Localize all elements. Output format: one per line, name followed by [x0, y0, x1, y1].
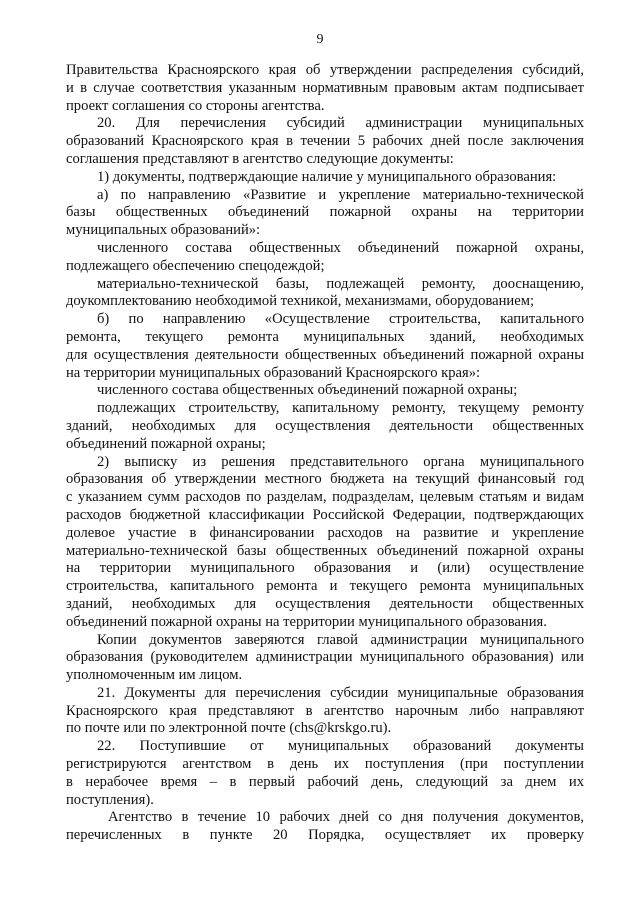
text-line: с указанием сумм расходов по разделам, подразделам, целевым статьям и видам — [66, 489, 584, 506]
text-line: образования об утверждении местного бюджета на текущий финансовый год — [66, 471, 584, 488]
text-line: соглашения представляют в агентство следующие документы: — [66, 150, 454, 167]
text-line: 1) документы, подтверждающие наличие у муниципального образования: — [97, 168, 557, 185]
text-line: на территории муниципального образования и (или) осуществление — [66, 560, 584, 577]
text-line: долевое участие в финансировании расходов на развитие и укрепление — [66, 524, 584, 541]
text-line: Копии документов заверяются главой администрации муниципального — [97, 631, 584, 648]
text-line: ремонта, текущего ремонта муниципальных зданий, необходимых — [66, 328, 584, 345]
text-line: материально-технической базы, подлежащей ремонту, дооснащению, — [97, 275, 584, 292]
text-line: муниципальных образований»: — [66, 222, 261, 239]
text-line: подлежащего обеспечению спецодеждой; — [66, 257, 325, 274]
text-line: доукомплектованию необходимой техникой, механизмами, оборудованием; — [66, 293, 535, 310]
text-line: в нерабочее время – в первый рабочий день, следующий за днем их — [66, 773, 584, 790]
text-line: Правительства Красноярского края об утверждении распределения субсидий, — [66, 62, 584, 78]
text-line: зданий, необходимых для осуществления деятельности общественных — [66, 595, 584, 612]
text-line: подлежащих строительству, капитальному ремонту, текущему ремонту — [97, 400, 584, 417]
text-line: поступления). — [66, 791, 154, 808]
text-line: объединений пожарной охраны на территории муниципального образования. — [66, 613, 547, 630]
text-line: строительства, капитального ремонта и текущего ремонта муниципальных — [66, 578, 584, 595]
text-line: образования (руководителем администрации муниципального образования) или — [66, 649, 584, 666]
text-line: 20. Для перечисления субсидий администрации муниципальных — [97, 115, 584, 132]
text-line: образований Красноярского края в течении 5 рабочих дней после заключения — [66, 133, 584, 150]
text-line: объединений пожарной охраны; — [66, 435, 266, 452]
text-line: на территории муниципальных образований Красноярского края»: — [66, 364, 481, 381]
text-line: материально-технической базы общественных объединений пожарной охраны — [66, 542, 584, 559]
text-line: расходов бюджетной классификации Российской Федерации, подтверждающих — [66, 506, 584, 523]
text-line: для осуществления деятельности общественных объединений пожарной охраны — [66, 346, 584, 363]
text-line: а) по направлению «Развитие и укрепление материально-технической — [97, 186, 584, 203]
page-number: 9 — [316, 32, 324, 47]
text-line: базы общественных объединений пожарной охраны на территории — [66, 204, 584, 221]
text-line: зданий, необходимых для осуществления деятельности общественных — [66, 417, 584, 434]
text-line: 22. Поступившие от муниципальных образований документы — [97, 738, 584, 755]
document-body — [66, 62, 584, 845]
text-line: Агентство в течение 10 рабочих дней со дня получения документов, — [108, 809, 584, 826]
text-line: уполномоченным им лицом. — [66, 667, 243, 684]
text-line: проект соглашения со стороны агентства. — [66, 97, 325, 114]
text-line: б) по направлению «Осуществление строительства, капитального — [97, 311, 584, 328]
text-line: по почте или по электронной почте (chs@krskgo.ru). — [66, 720, 392, 737]
text-line: численного состава общественных объединений пожарной охраны, — [97, 239, 584, 256]
text-line: 21. Документы для перечисления субсидии муниципальные образования — [97, 684, 584, 701]
text-line: перечисленных в пункте 20 Порядка, осуществляет их проверку — [66, 827, 584, 844]
text-line: регистрируются агентством в день их поступления (при поступлении — [66, 756, 584, 773]
text-line: Красноярского края представляют в агентство нарочным либо направляют — [66, 702, 584, 719]
text-line: численного состава общественных объединений пожарной охраны; — [97, 382, 518, 399]
text-line: и в случае соответствия указанным нормативным правовым актам подписывает — [66, 79, 584, 96]
text-line: 2) выписку из решения представительного органа муниципального — [97, 453, 584, 470]
